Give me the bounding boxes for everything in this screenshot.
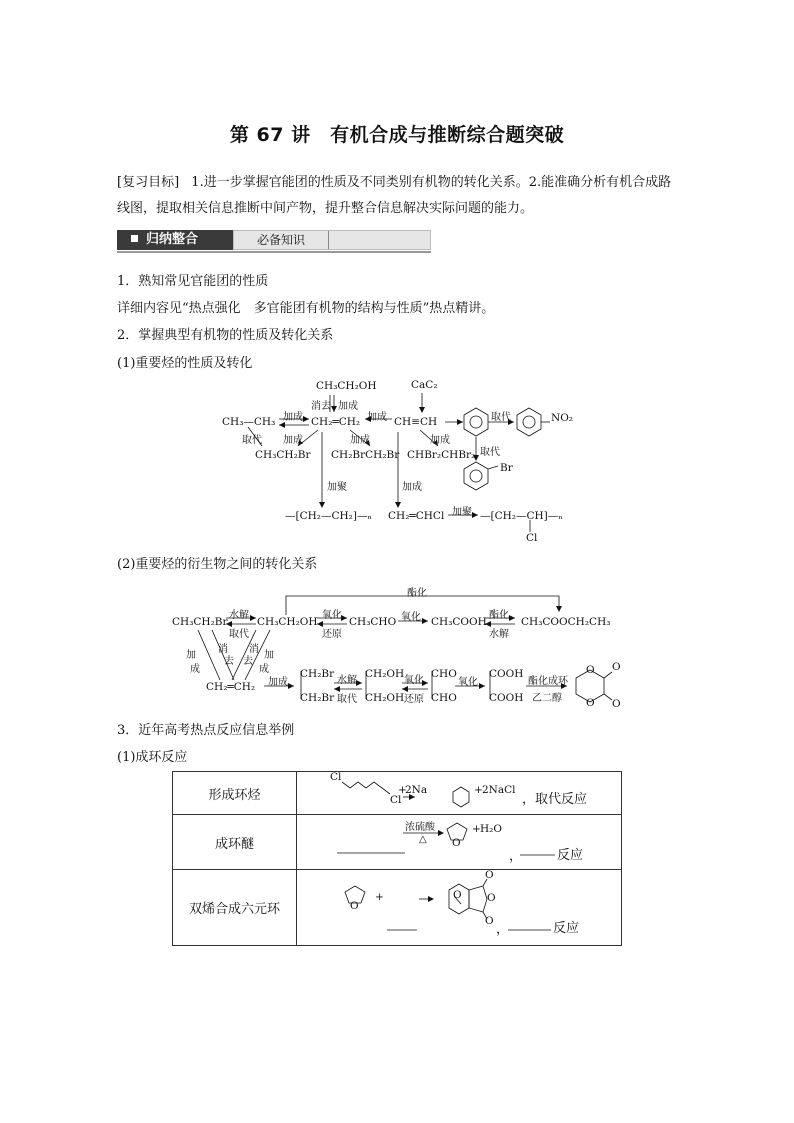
sub-label-e: 取代 xyxy=(337,694,357,705)
objectives-label: [复习目标] xyxy=(117,175,180,190)
s2-sub1: (1)重要烃的性质及转化 xyxy=(117,356,253,371)
elim-char-2: 去 xyxy=(224,656,234,667)
acetylene-label: CH≡CH xyxy=(394,416,438,428)
diol-bot-label: CH₂OH xyxy=(365,692,405,704)
cl-2: Cl xyxy=(390,794,402,806)
row-content xyxy=(297,772,622,815)
row-content xyxy=(297,815,622,870)
oxalic-top-label: COOH xyxy=(489,668,524,680)
elim-char-3: 消 xyxy=(249,644,259,655)
sub-label-a: 取代 xyxy=(491,412,511,423)
row-name: 成环醚 xyxy=(173,815,297,870)
dibr-bot-label: CH₂Br xyxy=(300,692,335,704)
s2-sub2: (2)重要烃的衍生物之间的转化关系 xyxy=(117,557,318,572)
o-label: O xyxy=(452,837,461,849)
ox-label-a: 氧化 xyxy=(322,610,342,621)
add-char-1: 加 xyxy=(186,650,196,661)
cl-1: Cl xyxy=(330,771,342,783)
heat-label: △ xyxy=(419,834,427,845)
ring-o-bot: O xyxy=(586,697,595,709)
red-label-a: 还原 xyxy=(322,629,342,640)
glycol-label: 乙二醇 xyxy=(532,693,562,704)
s1-heading: 1．熟知常见官能团的性质 xyxy=(117,274,269,289)
ox-label-d: 氧化 xyxy=(458,677,478,688)
hydrolysis-label-b: 水解 xyxy=(489,629,509,640)
vinylchloride-label: CH₂═CHCl xyxy=(388,510,445,522)
ethylbromide-label: CH₃CH₂Br xyxy=(172,616,228,628)
table-row xyxy=(173,870,622,946)
polyethylene-label: —[CH₂—CH₂]—ₙ xyxy=(285,510,373,522)
red-label-b: 还原 xyxy=(404,694,424,705)
tetrabromoethane-label: CHBr₂CHBr₂ xyxy=(407,449,476,461)
add-label-b: 加成 xyxy=(283,412,303,423)
aceticacid-label: CH₃COOH xyxy=(431,616,487,628)
ethylacetate-label: CH₃COOCH₂CH₃ xyxy=(521,616,611,628)
na-label: 2Na xyxy=(405,784,428,796)
diol-top-label: CH₂OH xyxy=(365,668,405,680)
oxalic-bot-label: COOH xyxy=(489,692,524,704)
cac2-label: CaC₂ xyxy=(411,379,438,391)
row-name: 形成环烃 xyxy=(173,772,297,815)
elim-label: 消去 xyxy=(311,401,331,412)
add-label-g: 加成 xyxy=(402,482,422,493)
sub-label-b: 取代 xyxy=(242,435,262,446)
ethylene-label: CH₂═CH₂ xyxy=(311,416,361,428)
add-label-c: 加成 xyxy=(367,412,387,423)
ester-label-top: 酯化 xyxy=(407,588,427,599)
ox-label-c: 氧化 xyxy=(404,675,424,686)
add-label-e: 加成 xyxy=(350,435,370,446)
ring-o-top: O xyxy=(586,664,595,676)
pvc-label: —[CH₂—CH]—ₙ xyxy=(480,510,563,522)
bromoethane-label: CH₃CH₂Br xyxy=(255,449,311,461)
dibr-top-label: CH₂Br xyxy=(300,668,335,680)
ester-ring-label: 酯化成环 xyxy=(528,676,568,687)
ethanol-label: CH₃CH₂OH xyxy=(316,380,377,392)
furan-o: O xyxy=(350,900,359,912)
add-char-4: 成 xyxy=(259,664,269,675)
plus-3: + xyxy=(472,823,481,835)
elim-char-1: 消 xyxy=(218,644,228,655)
bridge-o: O xyxy=(453,889,462,901)
s1-text: 详细内容见“热点强化 多官能团有机物的结构与性质”热点精讲。 xyxy=(117,301,495,316)
banner-main: 归纳整合 xyxy=(117,230,233,250)
blank-suffix-a: 反应 xyxy=(557,848,584,863)
anhydride-o-1: O xyxy=(485,869,494,881)
row-name: 双烯合成六元环 xyxy=(173,870,297,946)
ring-o-carbonyl-1: O xyxy=(612,661,621,673)
poly-label-b: 加聚 xyxy=(452,507,472,518)
plus-2: + xyxy=(474,784,483,796)
ethanol2-label: CH₃CH₂OH xyxy=(257,616,318,628)
ring-o-carbonyl-2: O xyxy=(612,698,621,710)
type-label: ，取代反应 xyxy=(522,792,588,807)
ethylene2-label: CH₂═CH₂ xyxy=(206,681,256,693)
water-label: H₂O xyxy=(480,823,502,835)
s2-heading: 2．掌握典型有机物的性质及转化关系 xyxy=(117,328,334,343)
add-char-3: 加 xyxy=(264,650,274,661)
dibromoethane-label: CH₂BrCH₂Br xyxy=(331,449,400,461)
add-label-f: 加成 xyxy=(430,435,450,446)
comma-b: ， xyxy=(496,922,510,937)
s3-sub1: (1)成环反应 xyxy=(117,750,188,765)
reaction-table xyxy=(172,771,622,946)
comma-a: ， xyxy=(509,849,523,864)
nitro-label: NO₂ xyxy=(551,412,574,424)
br-label: Br xyxy=(500,462,513,474)
poly-label-a: 加聚 xyxy=(327,482,347,493)
glyoxal-bot-label: CHO xyxy=(431,692,457,704)
glyoxal-top-label: CHO xyxy=(431,668,457,680)
ester-label-b: 酯化 xyxy=(489,610,509,621)
anhydride-o-3: O xyxy=(485,915,494,927)
add-label-a: 加成 xyxy=(338,401,358,412)
banner-tab: 必备知识 xyxy=(233,230,431,250)
furan-reaction-icon xyxy=(297,815,597,867)
diels-alder-icon xyxy=(297,870,597,944)
s3-heading: 3．近年高考热点反应信息举例 xyxy=(117,723,295,738)
hydrolysis-label-c: 水解 xyxy=(337,675,357,686)
cl-label: Cl xyxy=(526,532,538,544)
plus-4: + xyxy=(375,891,384,903)
add-char-2: 成 xyxy=(190,664,200,675)
anhydride-o-2: O xyxy=(487,892,496,904)
add-label-h: 加成 xyxy=(268,677,288,688)
row-content xyxy=(297,870,622,946)
table-row xyxy=(173,815,622,870)
hydrolysis-label-a: 水解 xyxy=(229,610,249,621)
catalyst-label: 浓硫酸 xyxy=(405,822,435,833)
table-row xyxy=(173,772,622,815)
sub-label-d: 取代 xyxy=(229,629,249,640)
objectives-text: 1.进一步掌握官能团的性质及不同类别有机物的转化关系。2.能准确分析有机合成路线图，提取相关信息推断中间产物，提升整合信息解决实际问题的能力。 xyxy=(117,175,672,216)
page-title: 第 67 讲 有机合成与推断综合题突破 xyxy=(229,124,565,146)
add-label-d: 加成 xyxy=(283,435,303,446)
ethane-label: CH₃—CH₃ xyxy=(222,416,276,428)
elim-char-4: 去 xyxy=(243,656,253,667)
nacl-label: 2NaCl xyxy=(482,784,516,796)
blank-suffix-b: 反应 xyxy=(553,921,580,936)
acetaldehyde-label: CH₃CHO xyxy=(349,616,397,628)
plus-1: + xyxy=(398,784,407,796)
ox-label-b: 氧化 xyxy=(401,612,421,623)
sub-label-c: 取代 xyxy=(480,447,500,458)
